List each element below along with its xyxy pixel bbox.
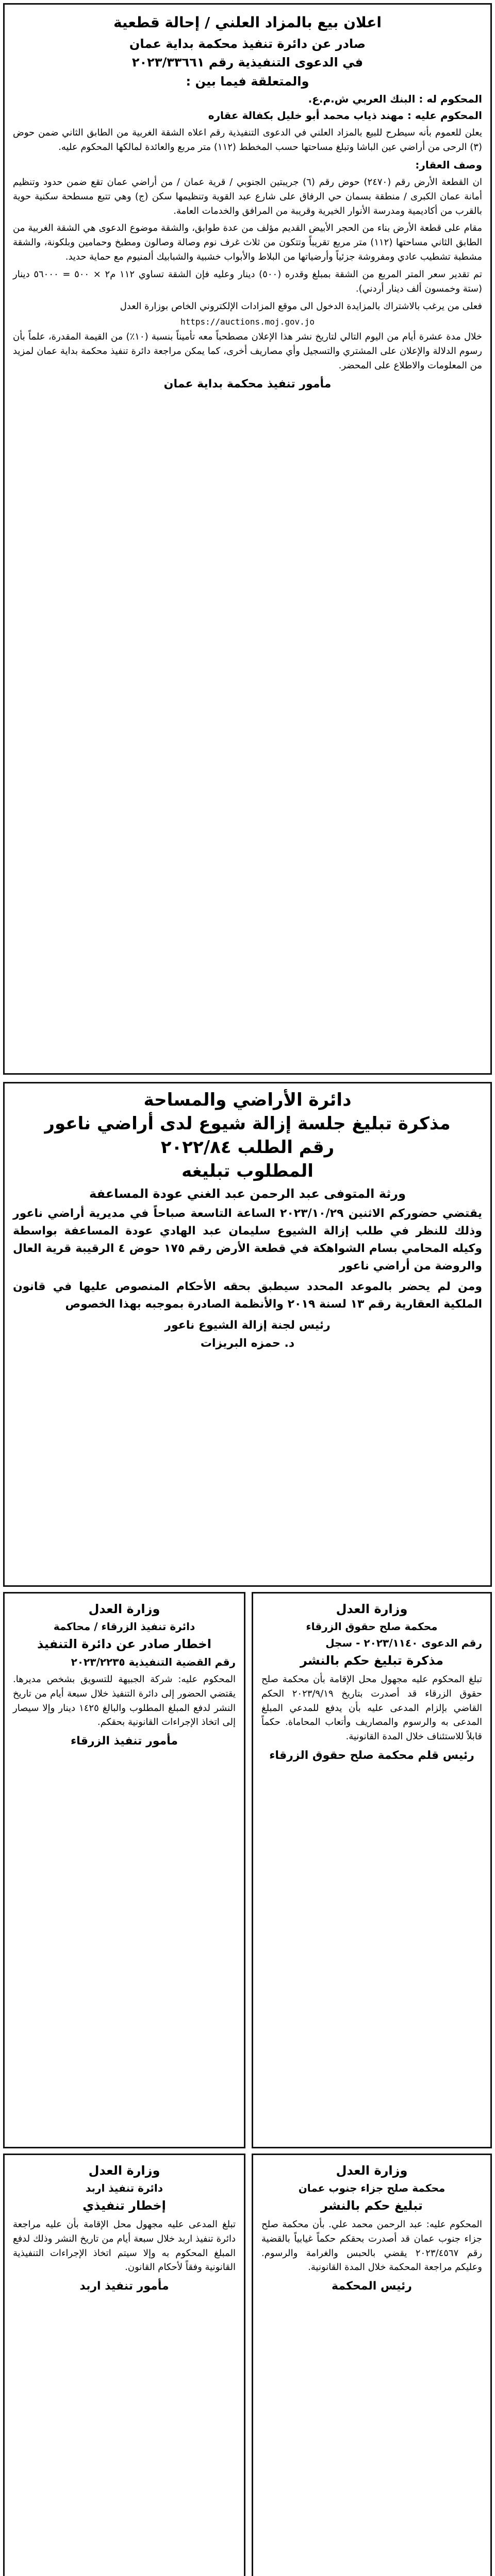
notice3-right-court: محكمة صلح حقوق الزرقاء xyxy=(306,1620,438,1633)
notice4-left-title: إخطار تنفيذي xyxy=(82,2198,166,2213)
auction-description-label: وصف العقار: xyxy=(415,158,482,171)
auction-creditor: المحكوم له : البنك العربي ش.م.ع. xyxy=(308,92,482,105)
notice3-right-title: مذكرة تبليغ حكم بالنشر xyxy=(300,1653,443,1668)
notice3-right-ministry: وزارة العدل xyxy=(336,1602,408,1616)
auction-notice xyxy=(3,3,492,1075)
notice4-right-court: محكمة صلح جزاء جنوب عمان xyxy=(298,2182,446,2195)
notice3-right xyxy=(252,1592,492,2148)
notice3-left-court: دائرة تنفيذ الزرقاء / محاكمة xyxy=(53,1620,195,1633)
notice2-label: المطلوب تبليغه xyxy=(182,1160,314,1181)
notice3-left-sign: مأمور تنفيذ الزرقاء xyxy=(70,1735,178,1748)
notice2-paragraph-2: ومن لم يحضر بالموعد المحدد سيطبق بحقه الأحكام المنصوص عليها في قانون الملكية العقارية رقم ١٣ لسنة ٢٠١٩ والأنظمة الصادرة بموجبه بهذا الخصوص xyxy=(13,1280,482,1311)
auction-section: والمتعلقة فيما بين : xyxy=(186,74,309,89)
notice4-left-sign: مأمور تنفيذ اربد xyxy=(79,2280,169,2293)
auction-paragraph-4: مقام على قطعة الأرض بناء من الحجر الأبيض القديم مؤلف من عدة طوابق، والشقة موضوع الدعوى هي الشقة الغربية من الطابق الثاني مساحتها (١١٢) متر مربع تقريباً وتتكون من ثلاث غرف نوم وصالة وصالون ومطبخ وحمامين وبلكونة، والشقة مشطبة تشطيب عادي ومفروشة جزئياً وأرضياتها من البلاط والأبواب خشبية والشبابيك ألمنيوم مع حماية حديد. xyxy=(13,223,482,263)
notice2-paragraph-1: يقتضي حضوركم الاثنين ٢٠٢٣/١٠/٢٩ الساعة التاسعة صباحاً في مديرية أراضي ناعور وذلك للنظر في طلب إزالة الشيوع سليمان عبد الهادي عودة المساعفة بواسطة وكيله المحامي بسام الشواهكة في قطعة الأرض رقم ١٧٥ حوض ٤ الرقيبة قرية العال والروضة من أراضي ناعور xyxy=(13,1207,482,1273)
notice2-request: رقم الطلب ٢٠٢٢/٨٤ xyxy=(160,1137,335,1158)
notice2-ministry: دائرة الأراضي والمساحة xyxy=(143,1090,352,1110)
notice2-heirs: ورثة المتوفى عبد الرحمن عبد الغني عودة المساعفة xyxy=(89,1186,406,1201)
partition-hearing-notice xyxy=(3,1082,492,1587)
auction-signature: مأمور تنفيذ محكمة بداية عمان xyxy=(163,378,332,391)
auction-title: اعلان بيع بالمزاد العلني / إحالة قطعية xyxy=(113,14,382,31)
auction-url-link[interactable]: https://auctions.moj.gov.jo xyxy=(180,316,315,327)
notice3-left xyxy=(3,1592,245,2148)
notice2-title: مذكرة تبليغ جلسة إزالة شيوع لدى أراضي ناعور xyxy=(44,1113,451,1134)
auction-paragraph-6: فعلى من يرغب بالاشتراك بالمزايدة الدخول الى موقع المزادات الإلكتروني الخاص بوزارة العدل xyxy=(120,300,482,312)
auction-subtitle: صادر عن دائرة تنفيذ محكمة بداية عمان xyxy=(129,36,366,51)
notice4-right-ministry: وزارة العدل xyxy=(336,2163,408,2178)
notice3-left-ministry: وزارة العدل xyxy=(88,1602,160,1616)
auction-paragraph-5: تم تقدير سعر المتر المربع من الشقة بمبلغ وقدره (٥٠٠) دينار وعليه فإن الشقة تساوي ١١٢ م٢ × ٥٠٠ = ٥٦٠٠٠ دينار (ستة وخمسون ألف دينار أردني). xyxy=(13,269,483,294)
notice3-left-body: المحكوم عليه: شركة الجبيهة للتسويق بشخص مديرها. يقتضي الحضور إلى دائرة التنفيذ خلال سبعة أيام من تاريخ النشر لدفع المبلغ المطلوب والبالغ ١٤٢٥ دينار وإلا سيصار إلى اتخاذ الإجراءات القانونية بحقكم. xyxy=(13,1673,236,1728)
notice4-left-court: دائرة تنفيذ اربد xyxy=(85,2182,163,2195)
notice4-right-body: المحكوم عليه: عبد الرحمن محمد علي. بأن محكمة صلح جزاء جنوب عمان قد أصدرت بحقكم حكماً غيابياً بالقضية رقم ٢٠٢٣/٤٥٦٧ يقضي بالحبس والغرامة والرسوم. وعليكم مراجعة المحكمة خلال المدة القانونية. xyxy=(261,2218,482,2273)
auction-paragraph-3: ان القطعة الأرض رقم (٢٤٧٠) حوض رقم (٦) جريبتين الجنوبي / قرية عمان / من أراضي عمان تقع ضمن حدود وتنظيم أمانة عمان الكبرى / منطقة بسمان حي الرفاق على شارع عبد القوية وتنظيمها سكن (ج) وهي تتبع مسطحة سكنية حوية بالقرب من أكاديمية ومدرسة الأنوار الخيرية وقريبة من المرافق والخدمات العامة. xyxy=(13,176,482,216)
notice2-name: د. حمزه البريزات xyxy=(200,1336,295,1350)
notice4-left-body: تبلغ المدعى عليه مجهول محل الإقامة بأن عليه مراجعة دائرة تنفيذ اربد خلال سبعة أيام من تاريخ النشر وذلك لدفع المبلغ المحكوم به وإلا سيتم اتخاذ الإجراءات التنفيذية القانونية وفقاً لأحكام القانون. xyxy=(13,2218,236,2273)
auction-debtor: المحكوم عليه : مهند ذياب محمد أبو خليل بكفالة عقاره xyxy=(208,109,482,122)
notice4-right-sign: رئيس المحكمة xyxy=(332,2280,412,2293)
notice3-left-case: رقم القضية التنفيذية ٢٠٢٣/٢٢٣٥ xyxy=(71,1655,236,1668)
auction-paragraph-1: يعلن للعموم بأنه سيطرح للبيع بالمزاد العلني في الدعوى التنفيذية رقم اعلاه الشقة الغربية من الطابق الثاني ضمن حوض (٣) الرحى من أراضي عين الباشا وتبلغ مساحتها حسب المخطط (١١٢) متر مربع والعائدة لمالكها المحكوم عليه. xyxy=(13,127,482,152)
notice3-right-body: تبلغ المحكوم عليه مجهول محل الإقامة بأن محكمة صلح حقوق الزرقاء قد أصدرت بتاريخ ٢٠٢٣/٩/١٩ الحكم القاضي بإلزام المدعى عليه بأن يدفع للمدعي المبلغ المدعى به والرسوم والمصاريف وأتعاب المحاماة. حكماً قابلاً للاستئناف خلال المدة القانونية. xyxy=(261,1673,482,1742)
notice3-right-case: رقم الدعوى ٢٠٢٣/١١٤٠ - سجل xyxy=(325,1637,482,1650)
notice4-right-title: تبليغ حكم بالنشر xyxy=(321,2198,423,2213)
notice3-left-title: اخطار صادر عن دائرة التنفيذ xyxy=(37,1637,211,1652)
notice4-left-ministry: وزارة العدل xyxy=(88,2163,160,2178)
notice4-right xyxy=(252,2154,492,2576)
auction-case: في الدعوى التنفيذية رقم ٢٠٢٣/٣٣٦٦١ xyxy=(131,55,364,70)
auction-paragraph-7: خلال مدة عشرة أيام من اليوم التالي لتاريخ نشر هذا الإعلان مصطحباً معه تأميناً بنسبة (١٠٪) من القيمة المقدرة، علماً بأن رسوم الدلالة والإعلان على المشتري والتسجيل وأي مصاريف أخرى، كما يمكن مراجعة دائرة تنفيذ محكمة بداية عمان لمزيد من المعلومات والاطلاع على المحضر. xyxy=(13,331,482,371)
notice4-left xyxy=(3,2154,245,2576)
notice3-right-sign: رئيس قلم محكمة صلح حقوق الزرقاء xyxy=(269,1749,474,1762)
notice2-signature: رئيس لجنة إزالة الشيوع ناعور xyxy=(164,1318,331,1332)
